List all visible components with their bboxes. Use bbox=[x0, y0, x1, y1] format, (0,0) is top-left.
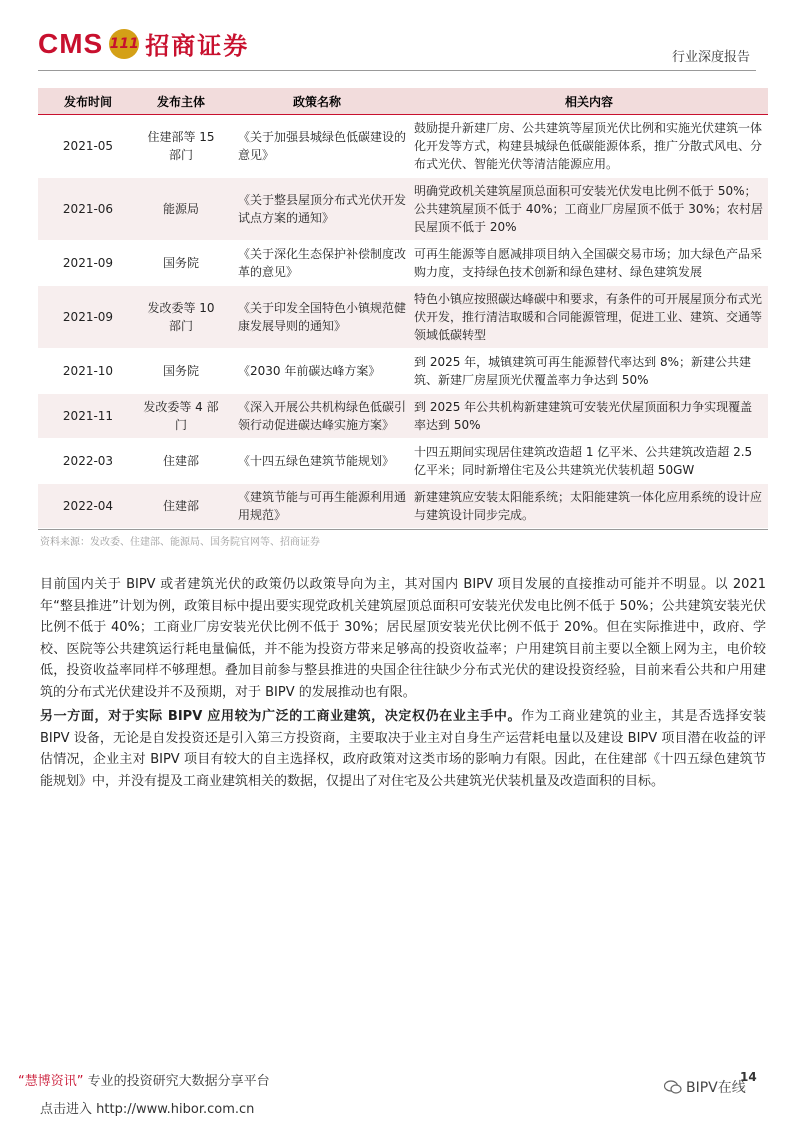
row-issuer: 住建部 bbox=[138, 484, 224, 529]
row-content: 鼓励提升新建厂房、公共建筑等屋顶光伏比例和实施光伏建筑一体化开发等方式，构建县城绿色低碳能源体系，推广分散式风电、分布式光伏、智能光伏等清洁能源应用。 bbox=[410, 115, 768, 178]
cms-logo bbox=[38, 26, 249, 61]
footer-brand: “慧博资讯” bbox=[18, 1074, 84, 1089]
table-bottom-rule bbox=[38, 529, 768, 530]
footer-line-1 bbox=[18, 1070, 270, 1089]
paragraph-2-body: 作为工商业建筑的业主，其是否选择安装 BIPV 设备，无论是自发投资还是引入第三方投资商，主要取决于业主对自身生产运营耗电量以及建设 BIPV 项目潜在收益的评估情况，企业主对 BIPV 项目有较大的自主选择权，政府政策对这类市场的影响力有限。因此，在住建部《十四五绿色建筑节能规划》中，并没有提及工商业建筑相关的数据，仅提出了对住宅及公共建筑光伏装机量及改造面积的目标。 bbox=[40, 709, 766, 789]
table-row bbox=[38, 115, 768, 178]
row-policy-name: 《关于深化生态保护补偿制度改革的意见》 bbox=[224, 241, 410, 286]
table-header-row bbox=[38, 88, 768, 115]
row-policy-name: 《关于加强县城绿色低碳建设的意见》 bbox=[224, 115, 410, 178]
wechat-account bbox=[664, 1077, 746, 1097]
footer-tagline: 专业的投资研究大数据分享平台 bbox=[87, 1074, 270, 1089]
row-content: 明确党政机关建筑屋顶总面积可安装光伏发电比例不低于 50%；公共建筑屋顶不低于 40%；工商业厂房屋顶不低于 30%；农村居民屋顶不低于 20% bbox=[410, 178, 768, 241]
row-date: 2022-04 bbox=[38, 484, 138, 529]
row-date: 2022-03 bbox=[38, 439, 138, 484]
row-content: 特色小镇应按照碳达峰碳中和要求，有条件的可开展屋顶分布式光伏开发，推行清洁取暖和合同能源管理，促进工业、建筑、交通等领域低碳转型 bbox=[410, 286, 768, 349]
wechat-icon bbox=[664, 1080, 682, 1094]
row-date: 2021-09 bbox=[38, 286, 138, 349]
row-date: 2021-10 bbox=[38, 349, 138, 394]
row-date: 2021-09 bbox=[38, 241, 138, 286]
row-content: 十四五期间实现居住建筑改造超 1 亿平米、公共建筑改造超 2.5 亿平米；同时新增住宅及公共建筑光伏装机超 50GW bbox=[410, 439, 768, 484]
row-content: 新建建筑应安装太阳能系统；太阳能建筑一体化应用系统的设计应与建筑设计同步完成。 bbox=[410, 484, 768, 529]
table-source-note: 资料来源：发改委、住建部、能源局、国务院官网等、招商证券 bbox=[40, 537, 320, 548]
table-row bbox=[38, 241, 768, 286]
row-issuer: 能源局 bbox=[138, 178, 224, 241]
col-header-content: 相关内容 bbox=[410, 88, 768, 115]
table-row bbox=[38, 349, 768, 394]
table-row bbox=[38, 439, 768, 484]
logo-badge-icon: 111 bbox=[109, 29, 139, 59]
row-policy-name: 《关于整县屋顶分布式光伏开发试点方案的通知》 bbox=[224, 178, 410, 241]
row-content: 到 2025 年，城镇建筑可再生能源替代率达到 8%；新建公共建筑、新建厂房屋顶光伏覆盖率力争达到 50% bbox=[410, 349, 768, 394]
row-date: 2021-06 bbox=[38, 178, 138, 241]
header-divider bbox=[38, 70, 756, 71]
policy-table bbox=[38, 88, 768, 529]
page-header bbox=[38, 22, 756, 72]
page-number: 14 bbox=[740, 1070, 757, 1084]
row-policy-name: 《深入开展公共机构绿色低碳引领行动促进碳达峰实施方案》 bbox=[224, 394, 410, 439]
body-paragraph-1: 目前国内关于 BIPV 或者建筑光伏的政策仍以政策导向为主，其对国内 BIPV 项目发展的直接推动可能并不明显。以 2021 年“整县推进”计划为例，政策目标中提出要实现党政机关建筑屋顶总面积可安装光伏发电比例不低于 50%；公共建筑安装光伏比例不低于 40%；工商业厂房安装光伏比例不低于 30%；居民屋顶安装光伏比例不低于 20%。但在实际推进中，政府、学校、医院等公共建筑运行耗电量偏低，并不能为投资方带来足够高的投资收益率；户用建筑目前主要以全额上网为主，电价较低，投资收益率同样不够理想。叠加目前参与整县推进的央国企往往缺少分布式光伏的建设投资经验，目前来看公共和户用建筑的分布式光伏建设并不及预期，对于 BIPV 的发展推动也有限。 bbox=[40, 577, 766, 700]
report-type-label: 行业深度报告 bbox=[671, 50, 750, 65]
logo-cms-text: CMS bbox=[38, 27, 104, 59]
row-date: 2021-05 bbox=[38, 115, 138, 178]
row-issuer: 发改委等 4 部门 bbox=[138, 394, 224, 439]
row-content: 可再生能源等自愿减排项目纳入全国碳交易市场；加大绿色产品采购力度，支持绿色技术创新和绿色建材、绿色建筑发展 bbox=[410, 241, 768, 286]
col-header-issuer: 发布主体 bbox=[138, 88, 224, 115]
row-issuer: 国务院 bbox=[138, 241, 224, 286]
row-policy-name: 《十四五绿色建筑节能规划》 bbox=[224, 439, 410, 484]
row-content: 到 2025 年公共机构新建建筑可安装光伏屋顶面积力争实现覆盖率达到 50% bbox=[410, 394, 768, 439]
table-row bbox=[38, 394, 768, 439]
col-header-date: 发布时间 bbox=[38, 88, 138, 115]
row-issuer: 住建部等 15 部门 bbox=[138, 115, 224, 178]
body-paragraph-2 bbox=[40, 706, 766, 792]
logo-company-name: 招商证券 bbox=[145, 31, 250, 60]
row-policy-name: 《2030 年前碳达峰方案》 bbox=[224, 349, 410, 394]
row-policy-name: 《关于印发全国特色小镇规范健康发展导则的通知》 bbox=[224, 286, 410, 349]
row-issuer: 住建部 bbox=[138, 439, 224, 484]
table-row bbox=[38, 286, 768, 349]
wechat-account-name: BIPV在线 bbox=[686, 1080, 746, 1096]
row-policy-name: 《建筑节能与可再生能源利用通用规范》 bbox=[224, 484, 410, 529]
table-row bbox=[38, 484, 768, 529]
row-issuer: 国务院 bbox=[138, 349, 224, 394]
paragraph-2-lead: 另一方面，对于实际 BIPV 应用较为广泛的工商业建筑，决定权仍在业主手中。 bbox=[40, 709, 522, 724]
footer-link[interactable]: 点击进入 http://www.hibor.com.cn bbox=[40, 1102, 255, 1117]
row-date: 2021-11 bbox=[38, 394, 138, 439]
row-issuer: 发改委等 10 部门 bbox=[138, 286, 224, 349]
table-row bbox=[38, 178, 768, 241]
col-header-name: 政策名称 bbox=[224, 88, 410, 115]
